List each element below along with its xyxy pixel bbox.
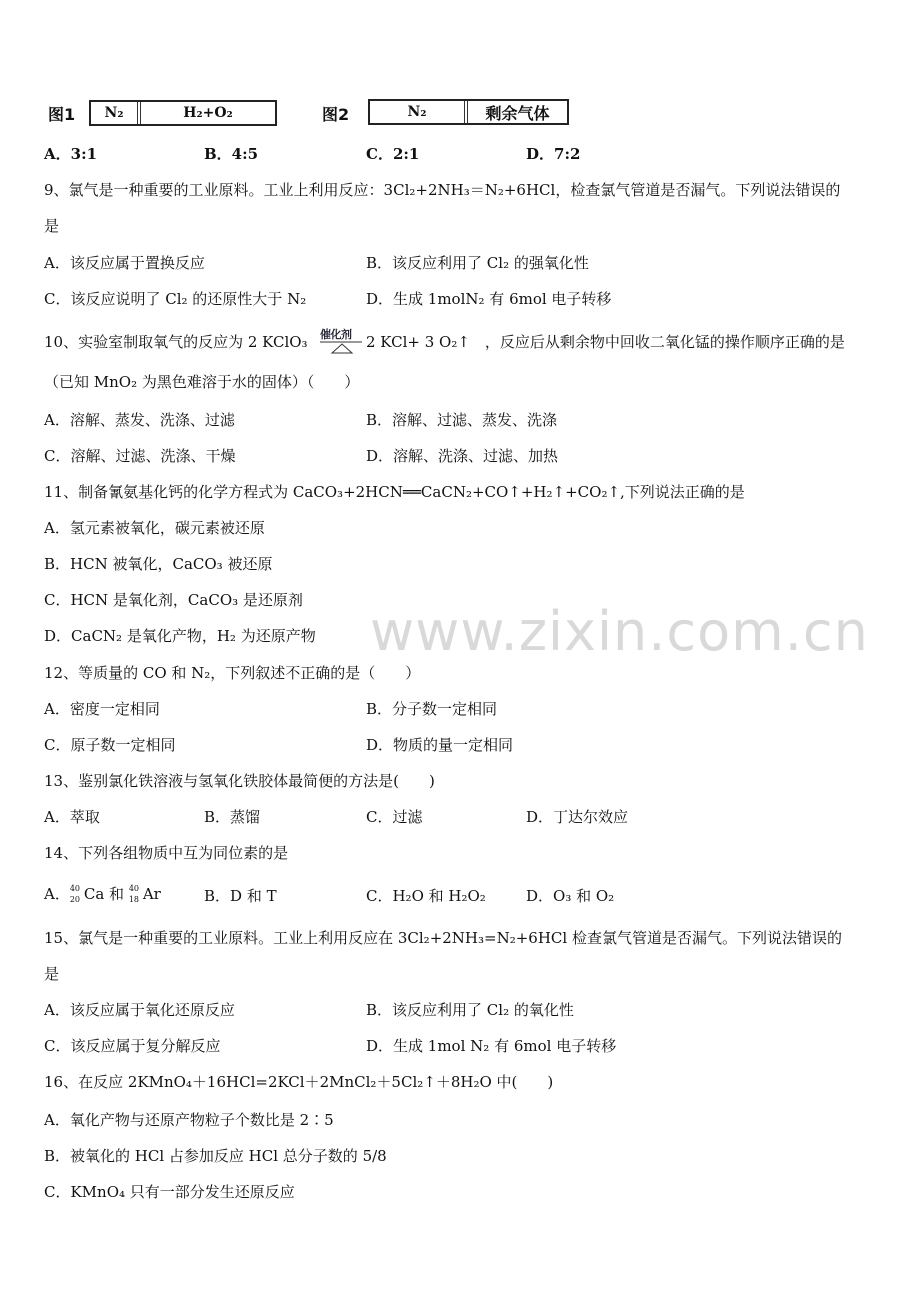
- figure-2-tube: [368, 99, 569, 125]
- q15-option-a: A．该反应属于氧化还原反应: [44, 1001, 235, 1019]
- isotope-ar-prefix: 40 18: [128, 884, 139, 904]
- q10-option-a: A．溶解、蒸发、洗涤、过滤: [44, 411, 235, 429]
- q11-stem: 11、制备氰氨基化钙的化学方程式为 CaCO₃+2HCN══CaCN₂+CO↑+H₂↑+CO₂↑,下列说法正确的是: [44, 483, 745, 501]
- q11-option-b: B．HCN 被氧化，CaCO₃ 被还原: [44, 555, 273, 573]
- q13-option-a: A．萃取: [44, 808, 100, 826]
- catalyst-arrow: [318, 326, 366, 356]
- q9-stem-cont: 是: [44, 217, 60, 235]
- q14-option-b: B．D 和 T: [204, 887, 277, 905]
- figure-1-cell-n2: N₂: [91, 102, 141, 124]
- q11-option-d: D．CaCN₂ 是氧化产物，H₂ 为还原产物: [44, 627, 316, 645]
- q15-option-d: D．生成 1mol N₂ 有 6mol 电子转移: [366, 1037, 617, 1055]
- q13-option-c: C．过滤: [366, 808, 423, 826]
- q9-option-a: A．该反应属于置换反应: [44, 254, 205, 272]
- q16-option-b: B．被氧化的 HCl 占参加反应 HCl 总分子数的 5/8: [44, 1147, 387, 1165]
- q16-option-c: C．KMnO₄ 只有一部分发生还原反应: [44, 1183, 295, 1201]
- q12-option-b: B．分子数一定相同: [366, 700, 498, 718]
- q9-option-b: B．该反应利用了 Cl₂ 的强氧化性: [366, 254, 589, 272]
- q10-stem-part-b: 2 KCl+ 3 O₂↑ ，反应后从剩余物中回收二氧化锰的操作顺序正确的是: [366, 333, 845, 351]
- figure-1-tube: [89, 100, 277, 126]
- q10-option-d: D．溶解、洗涤、过滤、加热: [366, 447, 559, 465]
- q16-stem: 16、在反应 2KMnO₄＋16HCl=2KCl＋2MnCl₂＋5Cl₂↑＋8H₂O 中( ): [44, 1073, 554, 1091]
- q9-option-d: D．生成 1molN₂ 有 6mol 电子转移: [366, 290, 612, 308]
- q13-option-b: B．蒸馏: [204, 808, 261, 826]
- figure-2-cell-remaining-gas: 剩余气体: [485, 103, 550, 123]
- q15-stem-cont: 是: [44, 965, 60, 983]
- q8-option-a: A．3:1: [44, 145, 98, 163]
- q12-option-a: A．密度一定相同: [44, 700, 160, 718]
- q14-option-a: A． 40 20 Ca 和 40 18 Ar: [44, 884, 161, 904]
- q15-stem: 15、氯气是一种重要的工业原料。工业上利用反应在 3Cl₂+2NH₃=N₂+6HCl 检查氯气管道是否漏气。下列说法错误的: [44, 929, 842, 947]
- q10-stem-cont: （已知 MnO₂ 为黑色难溶于水的固体）（ ）: [44, 373, 360, 391]
- q13-stem: 13、鉴别氯化铁溶液与氢氧化铁胶体最简便的方法是( ): [44, 772, 435, 790]
- q15-option-c: C．该反应属于复分解反应: [44, 1037, 221, 1055]
- q8-option-d: D．7:2: [526, 145, 581, 163]
- figure-2-cell-n2: N₂: [370, 101, 468, 123]
- q10-option-b: B．溶解、过滤、蒸发、洗涤: [366, 411, 558, 429]
- q12-stem: 12、等质量的 CO 和 N₂，下列叙述不正确的是（ ）: [44, 664, 421, 682]
- q10-option-c: C．溶解、过滤、洗涤、干燥: [44, 447, 236, 465]
- q9-stem: 9、氯气是一种重要的工业原料。工业上利用反应：3Cl₂+2NH₃＝N₂+6HCl，检查氯气管道是否漏气。下列说法错误的: [44, 181, 841, 199]
- catalyst-label: 催化剂: [320, 328, 352, 341]
- q11-option-c: C．HCN 是氧化剂，CaCO₃ 是还原剂: [44, 591, 303, 609]
- q12-option-d: D．物质的量一定相同: [366, 736, 514, 754]
- q14-option-d: D．O₃ 和 O₂: [526, 887, 615, 905]
- figure-1-label: 图1: [48, 105, 76, 124]
- q9-option-c: C．该反应说明了 Cl₂ 的还原性大于 N₂: [44, 290, 307, 308]
- q8-option-c: C．2:1: [366, 145, 420, 163]
- q14-stem: 14、下列各组物质中互为同位素的是: [44, 844, 289, 862]
- q12-option-c: C．原子数一定相同: [44, 736, 176, 754]
- figure-1-cell-h2o2: H₂+O₂: [183, 105, 233, 121]
- watermark: www.zixin.com.cn: [370, 600, 869, 663]
- q10-stem-part-a: 10、实验室制取氧气的反应为 2 KClO₃: [44, 333, 308, 351]
- q14-option-c: C．H₂O 和 H₂O₂: [366, 887, 486, 905]
- q15-option-b: B．该反应利用了 Cl₂ 的氧化性: [366, 1001, 574, 1019]
- isotope-ca-prefix: 40 20: [69, 884, 81, 904]
- figure-2-label: 图2: [322, 105, 350, 124]
- q8-option-b: B．4:5: [204, 145, 259, 163]
- q11-option-a: A．氢元素被氧化，碳元素被还原: [44, 519, 265, 537]
- q13-option-d: D．丁达尔效应: [526, 808, 629, 826]
- q16-option-a: A．氧化产物与还原产物粒子个数比是 2∶5: [44, 1111, 334, 1129]
